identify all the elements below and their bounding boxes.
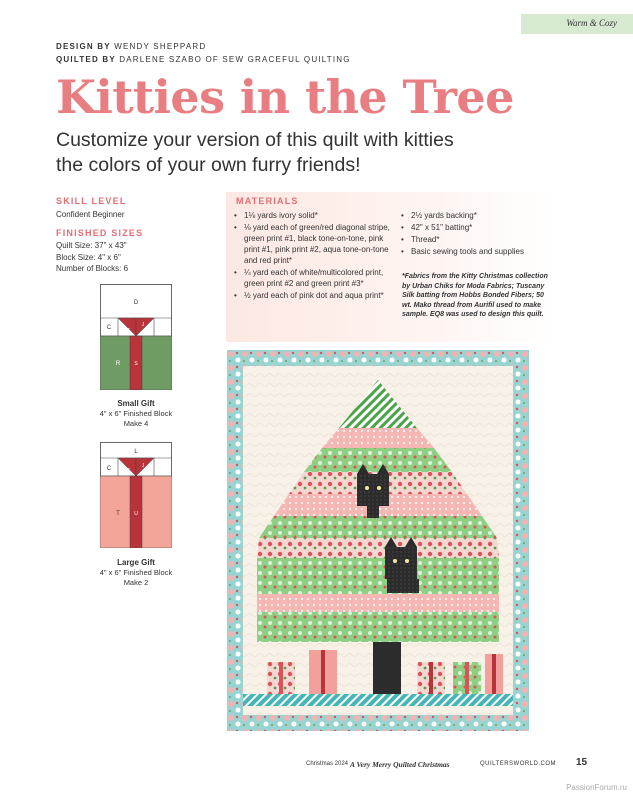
material-item: • Thread* (401, 234, 551, 245)
skill-level-value: Confident Beginner (56, 210, 125, 219)
quilt-photo (227, 350, 529, 731)
quilt-size: Quilt Size: 37" x 43" (56, 241, 127, 250)
watermark: PassionForum.ru (566, 783, 627, 792)
quilt-credit (56, 55, 351, 64)
design-credit-label: DESIGN BY (56, 42, 111, 51)
small-gift-diagram (100, 284, 172, 390)
diagram-label-s: S (134, 361, 138, 367)
material-item: • Basic sewing tools and supplies (401, 246, 551, 257)
diagram-label-d: D (133, 300, 139, 306)
diagram-label-j: J (141, 463, 145, 469)
finished-sizes-heading: FINISHED SIZES (56, 228, 144, 238)
diagram-label-c-mid: C (126, 468, 130, 474)
subtitle-line-1: Customize your version of this quilt with kitties (56, 129, 454, 151)
diagram-label-t: T (116, 511, 120, 517)
material-item: • ⅛ yard each of green/red diagonal stripe, green print #1, black tone-on-tone, pink print #1, pink print #2, aqua tone-on-tone and red print* (234, 222, 399, 266)
diagram-label-j: J (141, 322, 145, 328)
design-credit-name: WENDY SHEPPARD (114, 42, 207, 51)
block-count: Number of Blocks: 6 (56, 264, 129, 273)
footer-issue: Christmas 2024 (306, 761, 349, 767)
section-tab-label: Warm & Cozy (566, 18, 617, 28)
diagram-label-l: L (134, 449, 138, 455)
large-gift-name: Large Gift (117, 558, 155, 567)
materials-panel (226, 192, 556, 342)
finished-sizes-list (56, 240, 128, 275)
material-item: • 42" x 51" batting* (401, 222, 551, 233)
page-number: 15 (576, 757, 588, 768)
material-item: • 2½ yards backing* (401, 210, 551, 221)
large-gift-diagram (100, 442, 172, 548)
small-gift-make: Make 4 (123, 419, 149, 428)
small-gift-desc: 4" x 6" Finished Block (99, 409, 173, 418)
material-item: • ½ yard each of pink dot and aqua print* (234, 290, 399, 301)
subtitle (56, 128, 556, 178)
materials-list-2 (401, 210, 551, 258)
large-gift-desc: 4" x 6" Finished Block (99, 568, 173, 577)
footer-site: QUILTERSWORLD.COM (480, 761, 557, 767)
large-gift-make: Make 2 (123, 578, 149, 587)
section-tab (521, 14, 633, 34)
materials-list-1 (234, 210, 399, 302)
quilt-illustration (227, 350, 529, 731)
design-credit (56, 42, 206, 51)
skill-level-heading: SKILL LEVEL (56, 196, 127, 206)
diagram-label-c: C (106, 325, 112, 331)
gift-block-diagram-icon (100, 284, 172, 390)
materials-note: *Fabrics from the Kitty Christmas collection by Urban Chiks for Moda Fabrics; Tuscany Silk batting from Hobbs Bonded Fibers; 50 wt. Mako thread from Aurifil used to make sample. EQ8 was used to design this quilt. (402, 273, 548, 318)
gift-block-diagram-icon (100, 442, 172, 548)
page-title: Kitties in the Tree (56, 70, 514, 124)
large-gift-caption (56, 558, 216, 588)
materials-heading: MATERIALS (236, 196, 299, 206)
small-gift-caption (56, 399, 216, 429)
subtitle-line-2: the colors of your own furry friends! (56, 154, 361, 176)
diagram-label-c-mid: C (126, 328, 130, 334)
material-item: • 1⅛ yards ivory solid* (234, 210, 399, 221)
diagram-label-u: U (134, 511, 138, 517)
block-size: Block Size: 4" x 6" (56, 252, 121, 262)
diagram-label-r: R (115, 361, 121, 367)
quilt-credit-label: QUILTED BY (56, 55, 116, 64)
footer-magazine: A Very Merry Quilted Christmas (350, 760, 450, 769)
quilt-credit-name: DARLENE SZABO OF SEW GRACEFUL QUILTING (119, 55, 351, 64)
diagram-label-c: C (106, 466, 112, 472)
small-gift-name: Small Gift (117, 399, 155, 408)
material-item: • ¼ yard each of white/multicolored print, green print #2 and green print #3* (234, 267, 399, 289)
